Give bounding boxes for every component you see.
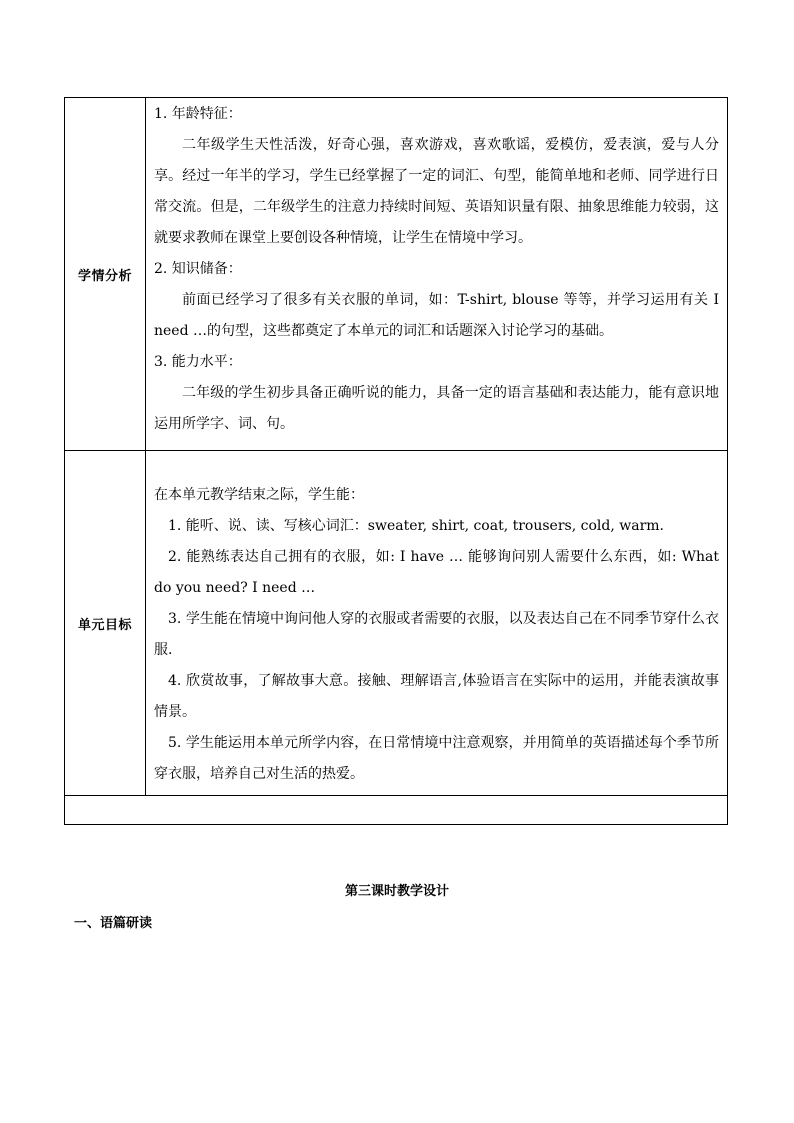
section-heading: 一、语篇研读 [74, 916, 153, 931]
analysis-label: 学情分析 [65, 98, 146, 450]
lesson-table [64, 97, 728, 825]
analysis-paragraph-ability: 二年级的学生初步具备正确听说的能力，具备一定的语言基础和表达能力，能有意识地运用所学字、词、句。 [154, 385, 719, 432]
analysis-heading-ability: 3. 能力水平： [154, 354, 242, 370]
objectives-label: 单元目标 [65, 451, 146, 795]
analysis-content [146, 98, 727, 450]
analysis-heading-knowledge: 2. 知识储备： [154, 261, 242, 277]
objective-item: 1. 能听、说、读、写核心词汇：sweater, shirt, coat, trousers, cold, warm. [168, 518, 664, 534]
objective-item: 4. 欣赏故事，了解故事大意。接触、理解语言,体验语言在实际中的运用，并能表演故事情景。 [154, 673, 719, 720]
analysis-paragraph-age: 二年级学生天性活泼，好奇心强，喜欢游戏，喜欢歌谣，爱模仿，爱表演，爱与人分享。经过一年半的学习，学生已经掌握了一定的词汇、句型，能简单地和老师、同学进行日常交流。但是，二年级学生的注意力持续时间短、英语知识量有限、抽象思维能力较弱，这就要求教师在课堂上要创设各种情境，让学生在情境中学习。 [154, 137, 719, 246]
objectives-intro: 在本单元教学结束之际，学生能： [154, 487, 364, 503]
empty-row [65, 796, 727, 824]
page-title: 第三课时教学设计 [344, 884, 449, 899]
objective-item: 5. 学生能运用本单元所学内容，在日常情境中注意观察，并用简单的英语描述每个季节所穿衣服，培养自己对生活的热爱。 [154, 735, 719, 782]
analysis-paragraph-knowledge: 前面已经学习了很多有关衣服的单词，如：T-shirt, blouse 等等，并学习运用有关 I need …的句型，这些都奠定了本单元的词汇和话题深入讨论学习的基础。 [154, 292, 719, 339]
objective-item: 3. 学生能在情境中询问他人穿的衣服或者需要的衣服，以及表达自己在不同季节穿什么衣服. [154, 611, 719, 658]
analysis-heading-age: 1. 年龄特征： [154, 106, 242, 122]
objective-item: 2. 能熟练表达自己拥有的衣服，如: I have … 能够询问别人需要什么东西，如: What do you need? I need … [154, 549, 719, 596]
objectives-content [146, 451, 727, 795]
analysis-row [65, 98, 727, 451]
objectives-row [65, 451, 727, 796]
